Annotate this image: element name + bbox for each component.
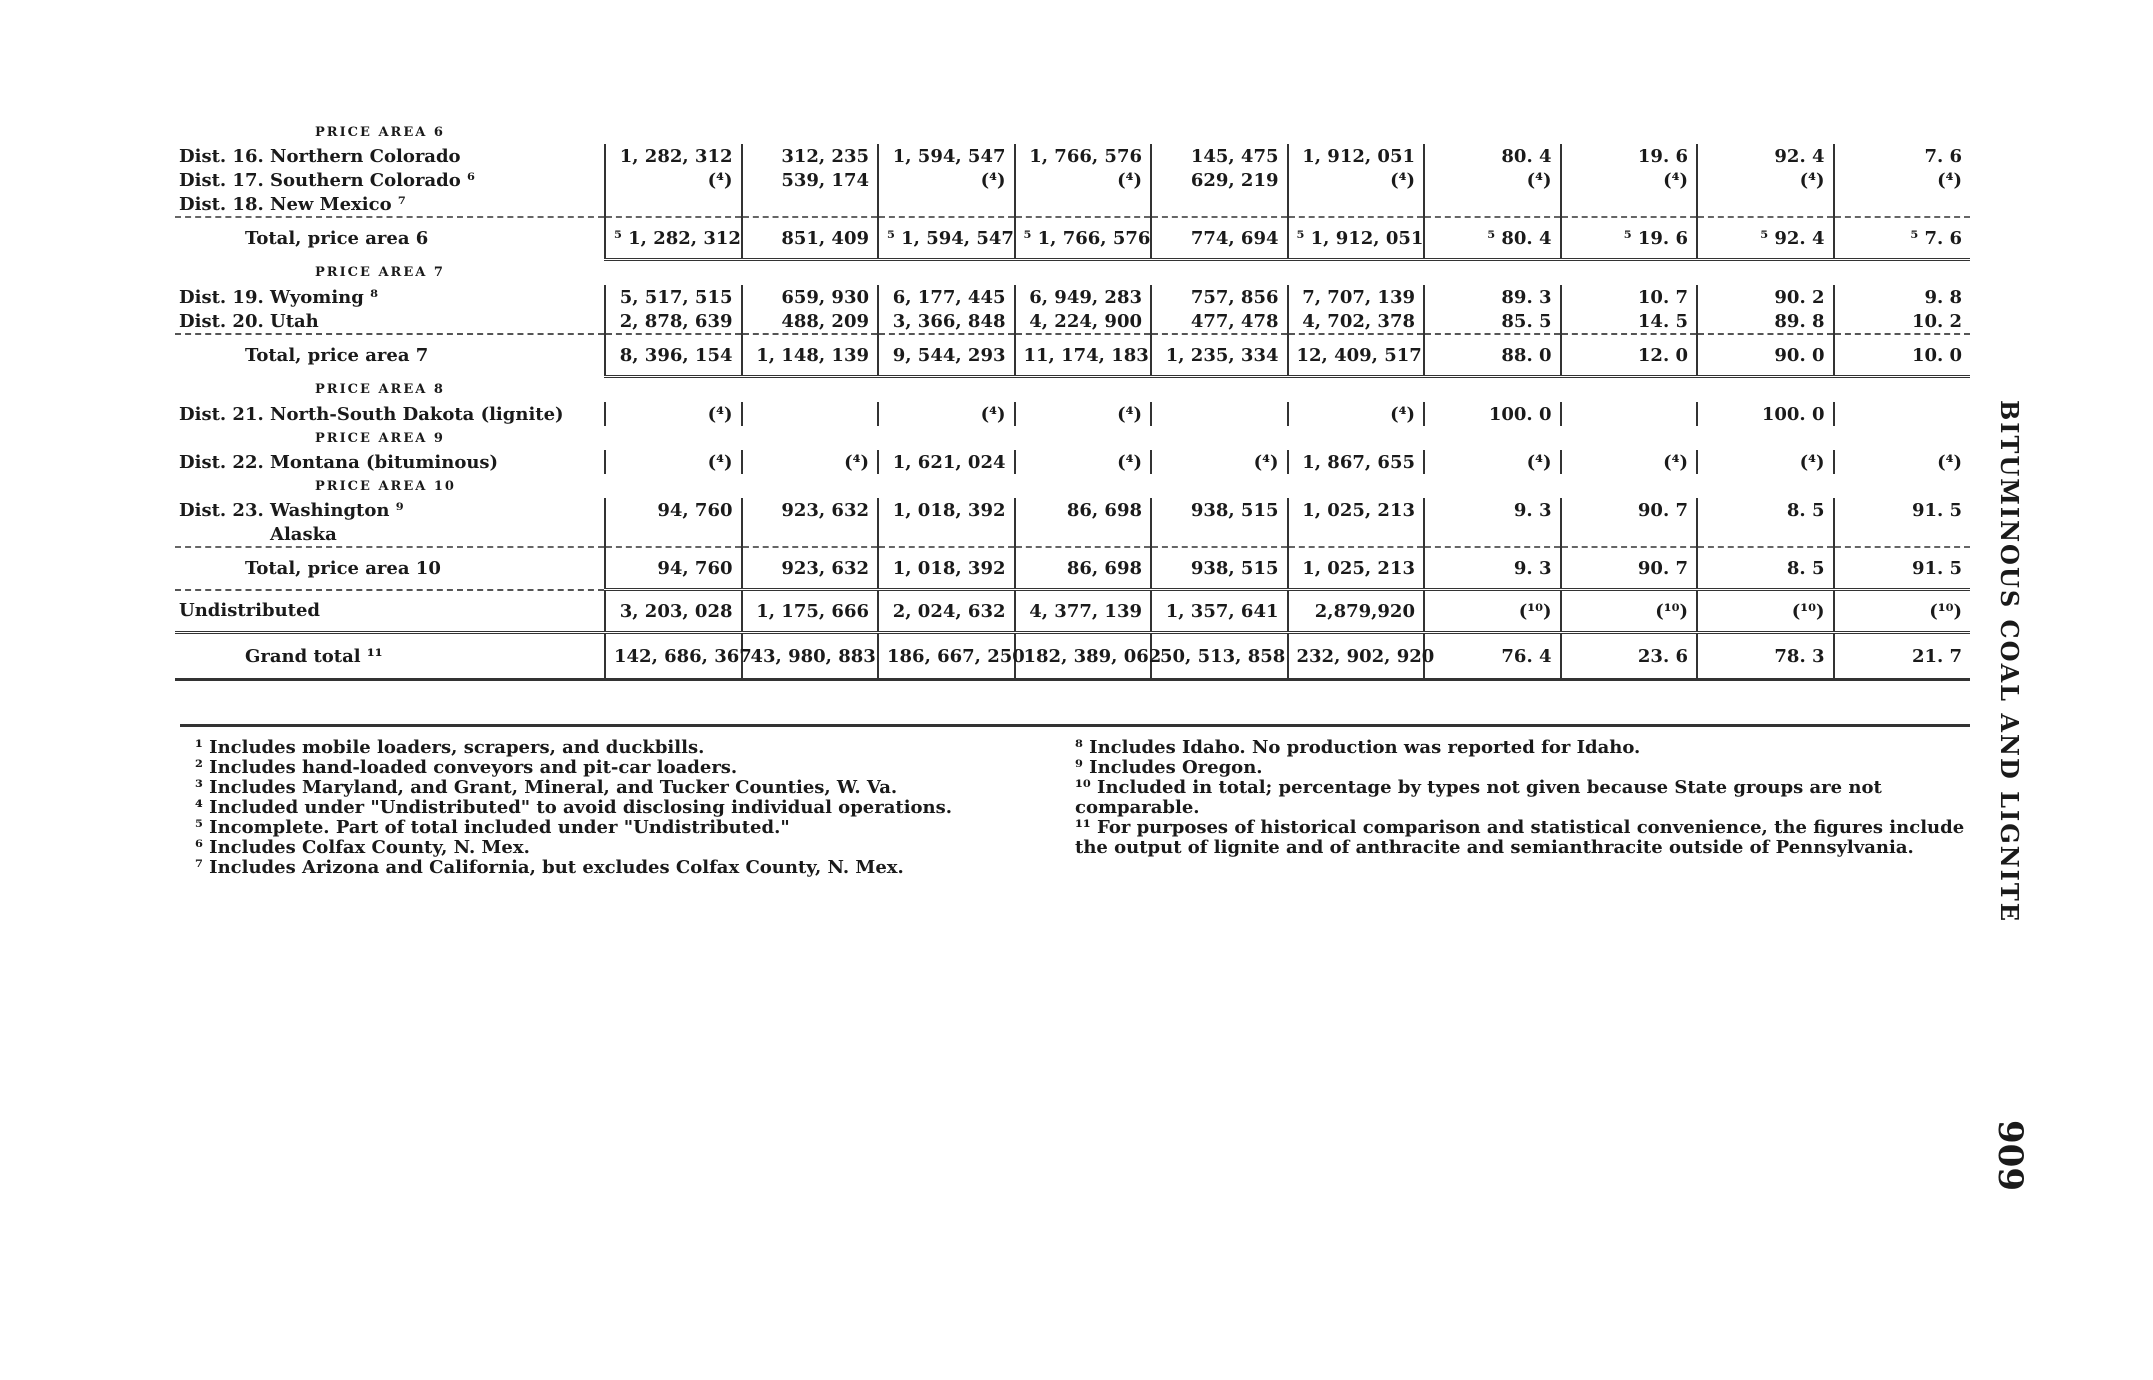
table-cell: 10. 2: [1834, 309, 1971, 334]
heading-spacer: [605, 426, 1970, 450]
table-cell: [1561, 402, 1698, 426]
table-cell: 1, 018, 392: [878, 547, 1015, 590]
table-cell: 629, 219: [1151, 168, 1288, 192]
total-row: [175, 547, 1970, 590]
footnote: ¹¹ For purposes of historical comparison and statistical convenience, the figures include the output of lignite and of anthracite and semianthracite outside of Pennsylvania.: [1075, 817, 1965, 858]
table-cell: 1, 018, 392: [878, 498, 1015, 522]
table-cell: 90. 7: [1561, 498, 1698, 522]
table-cell: (⁴): [1015, 402, 1152, 426]
table-cell: [1424, 192, 1561, 217]
table-row: [175, 144, 1970, 168]
table-cell: [1697, 192, 1834, 217]
table-cell: 3, 203, 028: [605, 590, 742, 633]
row-label: Total, price area 10: [175, 547, 605, 590]
table-cell: (⁴): [1151, 450, 1288, 474]
row-label: Dist. 21. North-South Dakota (lignite): [179, 403, 564, 425]
table-body: [175, 120, 1970, 680]
table-cell: (⁴): [1697, 450, 1834, 474]
table-cell: 1, 175, 666: [742, 590, 879, 633]
price-area-heading: PRICE AREA 6: [315, 124, 445, 140]
table-cell: 182, 389, 062: [1015, 633, 1152, 680]
table-cell: [878, 522, 1015, 547]
heading-spacer: [605, 474, 1970, 498]
price-area-heading-row: [175, 120, 1970, 144]
footnotes-right: [1075, 738, 1965, 858]
table-cell: ⁵ 1, 594, 547: [878, 217, 1015, 260]
table-cell: 4, 224, 900: [1015, 309, 1152, 334]
table-cell: 6, 949, 283: [1015, 285, 1152, 309]
table-cell: 80. 4: [1424, 144, 1561, 168]
table-cell: 86, 698: [1015, 498, 1152, 522]
table-cell: 145, 475: [1151, 144, 1288, 168]
table-cell: 1, 235, 334: [1151, 334, 1288, 377]
table-cell: 90. 0: [1697, 334, 1834, 377]
table-cell: 86, 698: [1015, 547, 1152, 590]
row-label: Dist. 22. Montana (bituminous): [179, 451, 499, 473]
row-label: Dist. 19. Wyoming ⁸: [179, 286, 379, 308]
total-row: [175, 217, 1970, 260]
table-cell: 9. 8: [1834, 285, 1971, 309]
table-row: [175, 309, 1970, 334]
price-area-heading-row: [175, 426, 1970, 450]
table-cell: 14. 5: [1561, 309, 1698, 334]
table-cell: 2, 024, 632: [878, 590, 1015, 633]
total-row: [175, 334, 1970, 377]
table-cell: [605, 192, 742, 217]
table-cell: 78. 3: [1697, 633, 1834, 680]
table-cell: 90. 7: [1561, 547, 1698, 590]
table-row: [175, 522, 1970, 547]
table-cell: 9. 3: [1424, 498, 1561, 522]
row-label: Undistributed: [175, 590, 605, 633]
table-cell: (⁴): [1424, 450, 1561, 474]
table-cell: [1151, 192, 1288, 217]
row-label: Total, price area 6: [175, 217, 605, 260]
table-cell: (⁴): [1288, 402, 1425, 426]
table-cell: ⁵ 1, 766, 576: [1015, 217, 1152, 260]
table-cell: [605, 522, 742, 547]
total-row: [175, 590, 1970, 633]
table-cell: 7. 6: [1834, 144, 1971, 168]
table-cell: [742, 402, 879, 426]
row-label: Grand total ¹¹: [175, 633, 605, 680]
price-area-heading-row: [175, 260, 1970, 286]
table-cell: (¹⁰): [1697, 590, 1834, 633]
footnote: ² Includes hand-loaded conveyors and pit-car loaders.: [195, 757, 738, 778]
table-cell: 477, 478: [1151, 309, 1288, 334]
row-label: Dist. 17. Southern Colorado ⁶: [179, 169, 475, 191]
table-cell: 94, 760: [605, 547, 742, 590]
table-cell: 4, 702, 378: [1288, 309, 1425, 334]
table-cell: 3, 366, 848: [878, 309, 1015, 334]
table-cell: 100. 0: [1424, 402, 1561, 426]
table-cell: [1561, 192, 1698, 217]
footnote: ⁸ Includes Idaho. No production was reported for Idaho.: [1075, 737, 1641, 758]
table-cell: [1834, 192, 1971, 217]
table-cell: 8, 396, 154: [605, 334, 742, 377]
table-cell: 312, 235: [742, 144, 879, 168]
table-cell: (¹⁰): [1561, 590, 1698, 633]
table-cell: ⁵ 1, 282, 312: [605, 217, 742, 260]
table-cell: 100. 0: [1697, 402, 1834, 426]
footnote: ⁹ Includes Oregon.: [1075, 757, 1263, 778]
table-cell: 2, 878, 639: [605, 309, 742, 334]
table-cell: 9, 544, 293: [878, 334, 1015, 377]
table-cell: (⁴): [1288, 168, 1425, 192]
table-cell: (⁴): [878, 402, 1015, 426]
table-cell: 50, 513, 858: [1151, 633, 1288, 680]
table-cell: 938, 515: [1151, 498, 1288, 522]
running-head: BITUMINOUS COAL AND LIGNITE: [1995, 400, 2024, 924]
table-cell: [1697, 522, 1834, 547]
row-label: Total, price area 7: [175, 334, 605, 377]
table-cell: 10. 0: [1834, 334, 1971, 377]
table-cell: (⁴): [1697, 168, 1834, 192]
table-cell: 21. 7: [1834, 633, 1971, 680]
table-cell: 1, 912, 051: [1288, 144, 1425, 168]
table-cell: 91. 5: [1834, 498, 1971, 522]
table-cell: 19. 6: [1561, 144, 1698, 168]
price-area-heading: PRICE AREA 7: [315, 264, 445, 280]
table-cell: (⁴): [605, 168, 742, 192]
grand-total-row: [175, 633, 1970, 680]
table-cell: 43, 980, 883: [742, 633, 879, 680]
table-cell: (⁴): [1834, 168, 1971, 192]
table-cell: (⁴): [1561, 168, 1698, 192]
table-cell: (⁴): [1834, 450, 1971, 474]
footnote: ⁶ Includes Colfax County, N. Mex.: [195, 837, 530, 858]
footnote: ¹ Includes mobile loaders, scrapers, and duckbills.: [195, 737, 705, 758]
footnote: ⁴ Included under "Undistributed" to avoid disclosing individual operations.: [195, 797, 953, 818]
table-cell: 1, 148, 139: [742, 334, 879, 377]
table-cell: 1, 025, 213: [1288, 498, 1425, 522]
table-cell: 757, 856: [1151, 285, 1288, 309]
table-cell: (⁴): [742, 450, 879, 474]
table-cell: 8. 5: [1697, 547, 1834, 590]
table-cell: 1, 357, 641: [1151, 590, 1288, 633]
table-cell: ⁵ 7. 6: [1834, 217, 1971, 260]
table-cell: 1, 867, 655: [1288, 450, 1425, 474]
table-cell: 91. 5: [1834, 547, 1971, 590]
table-cell: [1288, 192, 1425, 217]
heading-spacer: [605, 260, 1970, 286]
table-cell: [1561, 522, 1698, 547]
table-cell: 12. 0: [1561, 334, 1698, 377]
heading-spacer: [605, 120, 1970, 144]
table-cell: 923, 632: [742, 547, 879, 590]
table-cell: 88. 0: [1424, 334, 1561, 377]
price-area-heading: PRICE AREA 9: [315, 430, 445, 446]
table-cell: [1288, 522, 1425, 547]
table-cell: 89. 3: [1424, 285, 1561, 309]
table-cell: 659, 930: [742, 285, 879, 309]
table-cell: 9. 3: [1424, 547, 1561, 590]
table-row: [175, 192, 1970, 217]
table-cell: 90. 2: [1697, 285, 1834, 309]
table-cell: 1, 282, 312: [605, 144, 742, 168]
price-area-heading-row: [175, 377, 1970, 403]
table-cell: 94, 760: [605, 498, 742, 522]
price-area-heading-row: [175, 474, 1970, 498]
table-row: [175, 450, 1970, 474]
table-cell: 539, 174: [742, 168, 879, 192]
row-label: Alaska: [175, 522, 605, 547]
table-cell: [742, 522, 879, 547]
table-cell: 11, 174, 183: [1015, 334, 1152, 377]
table-cell: (⁴): [1015, 168, 1152, 192]
table-cell: 85. 5: [1424, 309, 1561, 334]
table-cell: ⁵ 19. 6: [1561, 217, 1698, 260]
price-area-heading: PRICE AREA 10: [315, 478, 456, 494]
table-cell: [878, 192, 1015, 217]
table-row: [175, 168, 1970, 192]
table-cell: 232, 902, 920: [1288, 633, 1425, 680]
footnote: ¹⁰ Included in total; percentage by types not given because State groups are not comparable.: [1075, 777, 1882, 818]
table-cell: [742, 192, 879, 217]
table-cell: (⁴): [1424, 168, 1561, 192]
footnote: ⁵ Incomplete. Part of total included under "Undistributed.": [195, 817, 790, 838]
row-label: Dist. 23. Washington ⁹: [179, 499, 404, 521]
production-table-container: [175, 120, 1970, 681]
table-cell: 92. 4: [1697, 144, 1834, 168]
table-cell: 6, 177, 445: [878, 285, 1015, 309]
row-label: Dist. 18. New Mexico ⁷: [175, 192, 605, 217]
table-cell: 1, 621, 024: [878, 450, 1015, 474]
row-label: Dist. 20. Utah: [179, 310, 319, 332]
table-cell: [1834, 522, 1971, 547]
heading-spacer: [605, 377, 1970, 403]
table-cell: (⁴): [605, 450, 742, 474]
table-cell: ⁵ 92. 4: [1697, 217, 1834, 260]
table-cell: 851, 409: [742, 217, 879, 260]
table-cell: 4, 377, 139: [1015, 590, 1152, 633]
table-cell: [1015, 522, 1152, 547]
table-row: [175, 402, 1970, 426]
table-cell: 774, 694: [1151, 217, 1288, 260]
table-cell: ⁵ 1, 912, 051: [1288, 217, 1425, 260]
table-cell: (⁴): [878, 168, 1015, 192]
table-cell: 142, 686, 367: [605, 633, 742, 680]
page-number: 909: [1990, 1120, 2030, 1191]
table-cell: 923, 632: [742, 498, 879, 522]
table-cell: (⁴): [1015, 450, 1152, 474]
table-cell: 5, 517, 515: [605, 285, 742, 309]
table-cell: ⁵ 80. 4: [1424, 217, 1561, 260]
table-cell: [1015, 192, 1152, 217]
table-cell: (¹⁰): [1424, 590, 1561, 633]
table-cell: (⁴): [1561, 450, 1698, 474]
table-cell: 938, 515: [1151, 547, 1288, 590]
table-cell: 89. 8: [1697, 309, 1834, 334]
production-table: [175, 120, 1970, 681]
table-cell: (⁴): [605, 402, 742, 426]
table-cell: 1, 025, 213: [1288, 547, 1425, 590]
table-cell: 7, 707, 139: [1288, 285, 1425, 309]
table-cell: 76. 4: [1424, 633, 1561, 680]
footnotes-left: [195, 738, 1075, 878]
table-bottom-rule: [180, 724, 1970, 727]
footnote: ³ Includes Maryland, and Grant, Mineral, and Tucker Counties, W. Va.: [195, 777, 898, 798]
footnote: ⁷ Includes Arizona and California, but excludes Colfax County, N. Mex.: [195, 857, 904, 878]
table-cell: 10. 7: [1561, 285, 1698, 309]
table-cell: 1, 594, 547: [878, 144, 1015, 168]
table-cell: [1424, 522, 1561, 547]
table-cell: (¹⁰): [1834, 590, 1971, 633]
table-cell: 186, 667, 250: [878, 633, 1015, 680]
row-label: Dist. 16. Northern Colorado: [179, 145, 461, 167]
price-area-heading: PRICE AREA 8: [315, 381, 445, 397]
table-cell: 23. 6: [1561, 633, 1698, 680]
table-cell: [1151, 522, 1288, 547]
table-cell: 8. 5: [1697, 498, 1834, 522]
table-row: [175, 498, 1970, 522]
table-cell: 12, 409, 517: [1288, 334, 1425, 377]
table-cell: 1, 766, 576: [1015, 144, 1152, 168]
table-cell: 488, 209: [742, 309, 879, 334]
table-cell: [1834, 402, 1971, 426]
table-cell: [1151, 402, 1288, 426]
table-row: [175, 285, 1970, 309]
table-cell: 2,879,920: [1288, 590, 1425, 633]
